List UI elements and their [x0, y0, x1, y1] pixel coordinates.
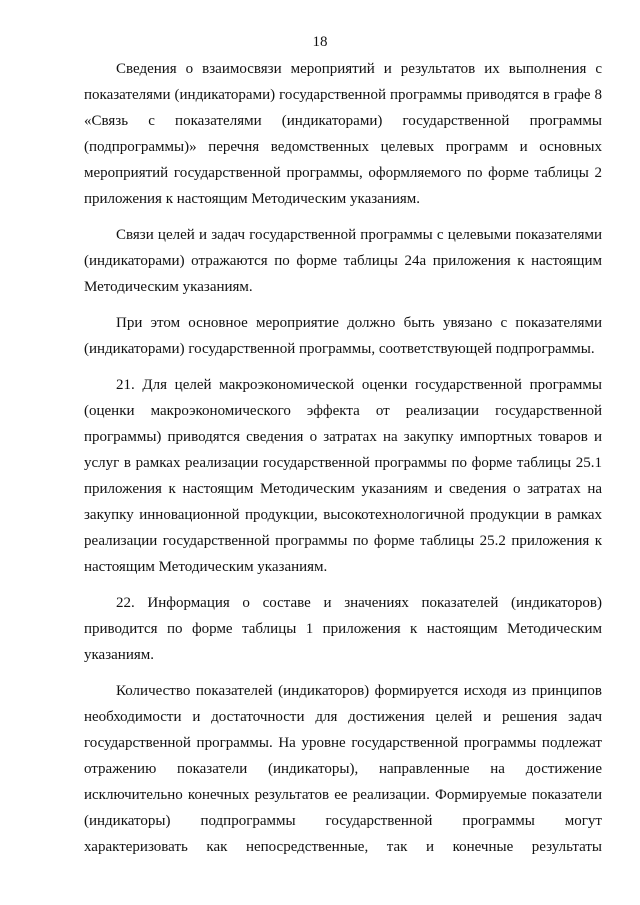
- paragraph-indicators-link: Сведения о взаимосвязи мероприятий и результатов их выполнения с показателями (индикаторами) государственной программы приводятся в графе 8 «Связь с показателями (индикаторами) государственной программы (подпрограммы)» перечня ведомственных целевых программ и основных мероприятий государственной программы, оформляемого по форме таблицы 2 приложения к настоящим Методическим указаниям.: [84, 61, 602, 207]
- document-body: [84, 56, 602, 860]
- paragraph-item-22: 22. Информация о составе и значениях показателей (индикаторов) приводится по форме таблицы 1 приложения к настоящим Методическим указаниям.: [84, 595, 602, 663]
- paragraph-item-21: 21. Для целей макроэкономической оценки государственной программы (оценки макроэкономического эффекта от реализации государственной программы) приводятся сведения о затратах на закупку импортных товаров и услуг в рамках реализации государственной программы по форме таблицы 25.1 приложения к настоящим Методическим указаниям и сведения о затратах на закупку инновационной продукции, высокотехнологичной продукции в рамках реализации государственной программы по форме таблицы 25.2 приложения к настоящим Методическим указаниям.: [84, 377, 602, 575]
- paragraph-goals-tasks-link: Связи целей и задач государственной программы с целевыми показателями (индикаторами) отражаются по форме таблицы 24а приложения к настоящим Методическим указаниям.: [84, 227, 602, 295]
- paragraph-main-activity: При этом основное мероприятие должно быть увязано с показателями (индикаторами) государственной программы, соответствующей подпрограммы.: [84, 315, 602, 357]
- page-number: 18: [312, 34, 328, 50]
- paragraph-indicators-count: Количество показателей (индикаторов) формируется исходя из принципов необходимости и достаточности для достижения целей и решения задач государственной программы. На уровне государственной программы подлежат отражению показатели (индикаторы), направленные на достижение исключительно конечных результатов ее реализации. Формируемые показатели (индикаторы) подпрограммы государственной программы могут характеризовать как непосредственные, так и конечные результаты: [84, 683, 602, 855]
